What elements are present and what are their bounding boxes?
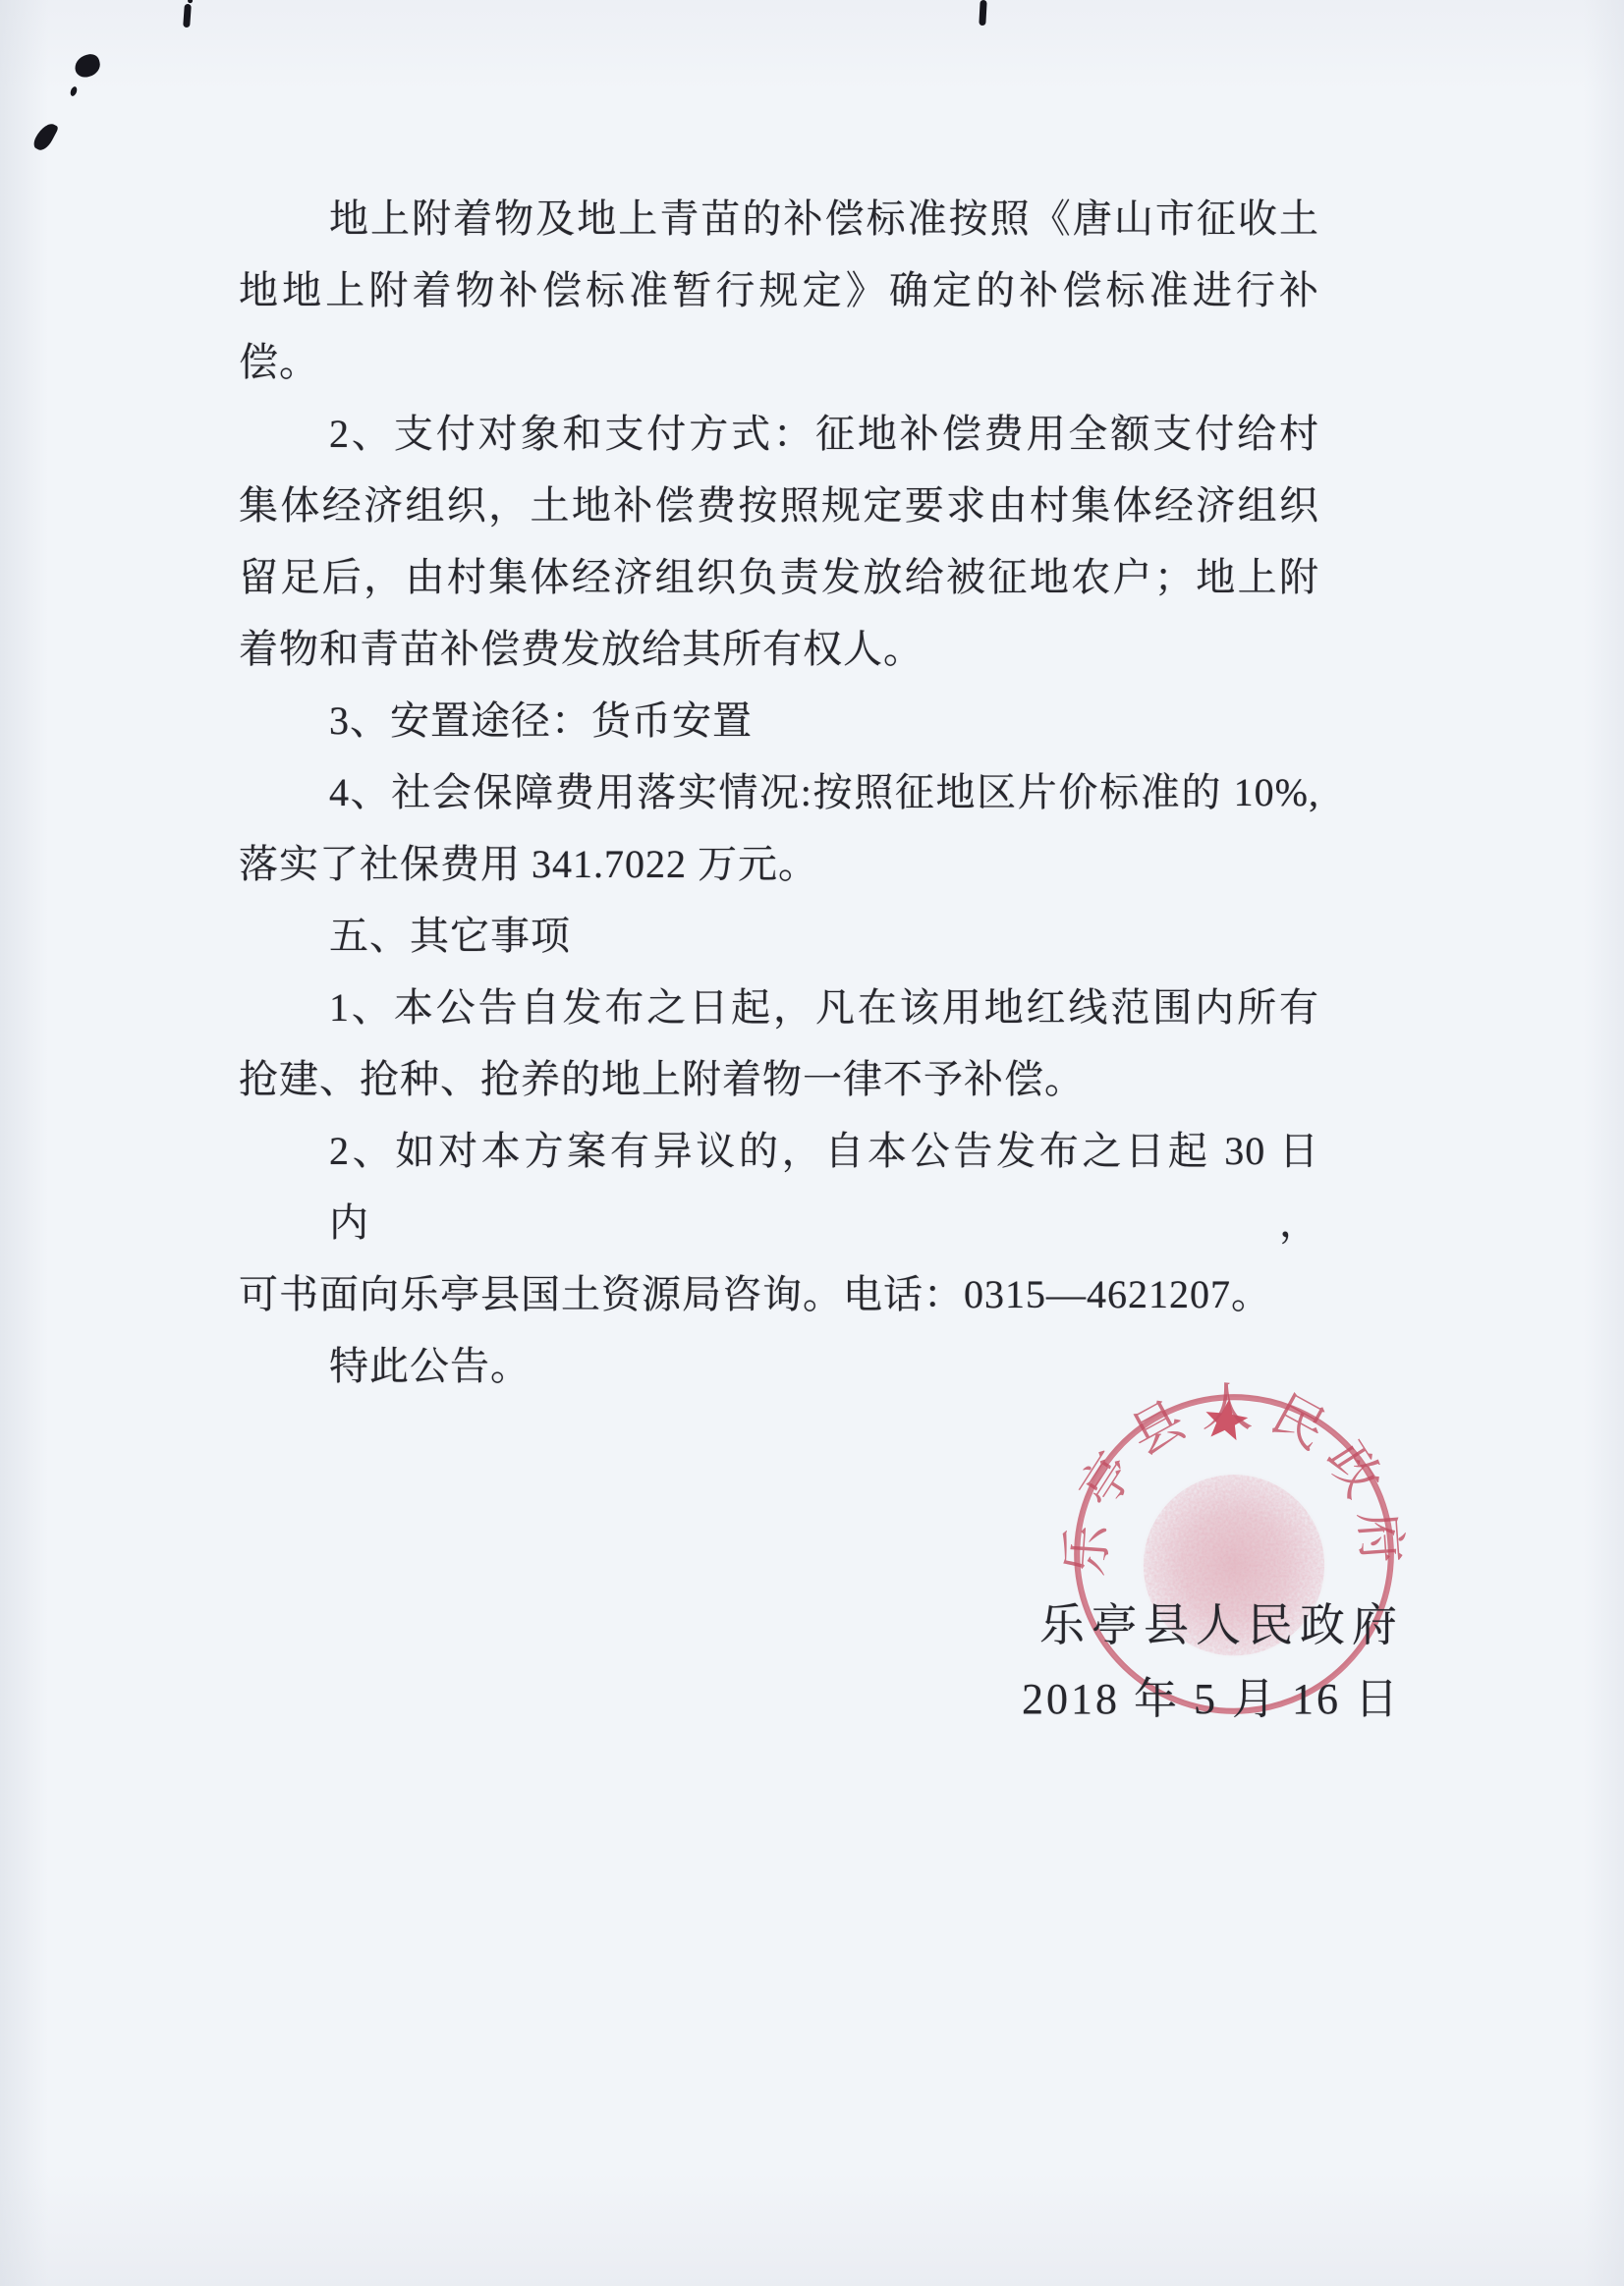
document-body [239, 183, 1319, 1402]
text-line: 五、其它事项 [329, 914, 571, 958]
text-line: 4、社会保障费用落实情况:按照征地区片价标准的 10%, [329, 770, 1319, 814]
issuer-signature: 乐亭县人民政府 [1039, 1600, 1404, 1650]
text-line: 2、如对本方案有异议的，自本公告发布之日起 30 日内， [329, 1129, 1319, 1245]
text-line: 着物和青苗补偿费发放给其所有权人。 [239, 627, 924, 671]
text-line: 3、安置途径：货币安置 [329, 698, 753, 743]
text-line: 可书面向乐亭县国土资源局咨询。电话：0315—4621207。 [239, 1272, 1271, 1316]
text-line: 地上附着物及地上青苗的补偿标准按照《唐山市征收土 [329, 196, 1319, 241]
ink-speck [69, 85, 78, 96]
text-line: 留足后，由村集体经济组织负责发放给被征地农户；地上附 [239, 555, 1319, 599]
seal-arc-text: 乐亭县人民政府 [1057, 1379, 1411, 1579]
ink-speck [73, 52, 103, 80]
text-line: 1、本公告自发布之日起，凡在该用地红线范围内所有 [329, 985, 1319, 1030]
text-line: 抢建、抢种、抢养的地上附着物一律不予补偿。 [239, 1057, 1085, 1101]
ink-speck [979, 0, 986, 26]
issue-date: 2018 年 5 月 16 日 [1022, 1675, 1401, 1723]
text-line: 2、支付对象和支付方式：征地补偿费用全额支付给村 [329, 412, 1319, 456]
ink-speck [183, 4, 192, 28]
text-line: 地地上附着物补偿标准暂行规定》确定的补偿标准进行补 [239, 268, 1319, 312]
text-line: 特此公告。 [329, 1344, 531, 1388]
text-line: 集体经济组织，土地补偿费按照规定要求由村集体经济组织 [239, 483, 1319, 528]
ink-speck [31, 120, 59, 153]
text-line: 落实了社保费用 341.7022 万元。 [239, 842, 818, 886]
text-line: 偿。 [239, 340, 319, 384]
